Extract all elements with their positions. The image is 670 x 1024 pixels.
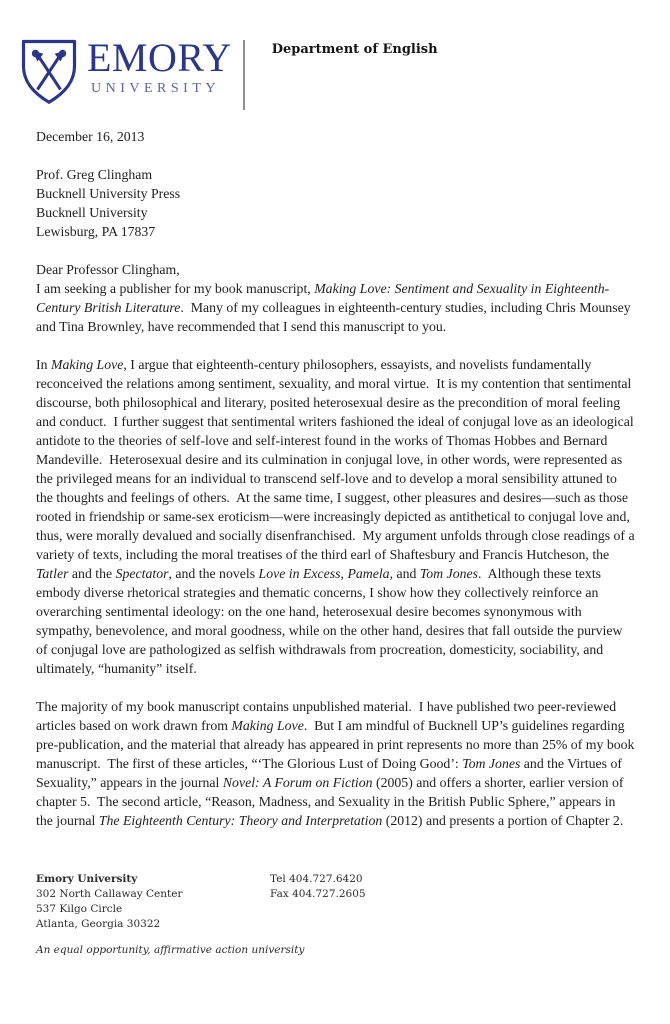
brand-subtitle: UNIVERSITY [91,81,220,96]
emory-wordmark [87,35,232,96]
address-line: Bucknell University Press [36,186,181,201]
header-divider [243,40,245,110]
address-line: Lewisburg, PA 17837 [36,224,156,239]
address-line: Prof. Greg Clingham [36,167,153,182]
address-line: Atlanta, Georgia 30322 [36,918,161,930]
department-title: Department of English [271,42,438,57]
brand-name: EMORY [87,35,232,80]
recipient-address [36,165,635,241]
letter-paragraphs [36,279,639,830]
letter-paragraph: I am seeking a publisher for my book manuscript, Making Love: Sentiment and Sexuality in Eighteenth-Century British Literature. Many of my colleagues in eighteenth-century studies, including Chris Mounsey and Tina Brownley, have recommended that I send this manuscript to you. [36,281,635,334]
footer-contact-block [270,872,470,932]
address-line: Bucknell University [36,205,148,220]
footer-tagline: An equal opportunity, affirmative action university [36,944,305,956]
footer-address-block [36,872,270,932]
address-line: 537 Kilgo Circle [36,903,123,915]
footer-fax: Fax 404.727.2605 [270,888,366,900]
address-line: 302 North Callaway Center [36,888,183,900]
letterhead [20,35,438,110]
footer-tel: Tel 404.727.6420 [270,873,363,885]
letter-body [36,127,639,830]
letter-date: December 16, 2013 [36,129,145,144]
footer-org-name: Emory University [36,873,138,885]
letter-paragraph: The majority of my book manuscript contains unpublished material. I have published two peer-reviewed articles based on work drawn from Making Love. But I am mindful of Bucknell UP’s guidelines regarding pre-publication, and the material that already has appeared in print represents no more than 25% of my book manuscript. The first of these articles, “‘The Glorious Lust of Doing Good’: Tom Jones and the Virtues of Sexuality,” appears in the journal Novel: A Forum on Fiction (2005) and offers a shorter, earlier version of chapter 5. The second article, “Reason, Madness, and Sexuality in the British Public Sphere,” appears in the journal The Eighteenth Century: Theory and Interpretation (2012) and presents a portion of Chapter 2. [36,699,638,828]
salutation: Dear Professor Clingham, [36,262,180,277]
letter-footer [36,872,635,958]
letter-paragraph: In Making Love, I argue that eighteenth-century philosophers, essayists, and novelists fundamentally reconceived the relations among sentiment, sexuality, and moral virtue. It is my contention that sentimental discourse, both philosophical and literary, posited heterosexual desire as the precondition of moral feeling and conduct. I further suggest that sentimental writers fashioned the ideal of conjugal love as an ideological antidote to the theories of self-love and self-interest found in the works of Thomas Hobbes and Bernard Mandeville. Heterosexual desire and its culmination in conjugal love, in other words, were represented as the privileged means for an individual to transcend self-love and to develop a moral sensibility attuned to the thoughts and feelings of others. At the same time, I suggest, other pleasures and desires—such as those rooted in friendship or same-sex eroticism—were increasingly depicted as antithetical to conjugal love and, thus, were morally devalued and socially disenfranchised. My argument unfolds through close readings of a variety of texts, including the moral treatises of the third earl of Shaftesbury and Francis Hutcheson, the Tatler and the Spectator, and the novels Love in Excess, Pamela, and Tom Jones. Although these texts embody diverse rhetorical strategies and thematic concerns, I show how they collectively reinforce an overarching sentimental ideology: on the one hand, heterosexual desire becomes synonymous with sympathy, benevolence, and moral goodness, while on the other hand, desires that fall outside the purview of conjugal love are pathologized as selfish withdrawals from procreation, domesticity, sociability, and ultimately, “humanity” itself. [36,357,639,676]
emory-shield-icon [20,38,78,106]
footer-address [36,887,270,932]
